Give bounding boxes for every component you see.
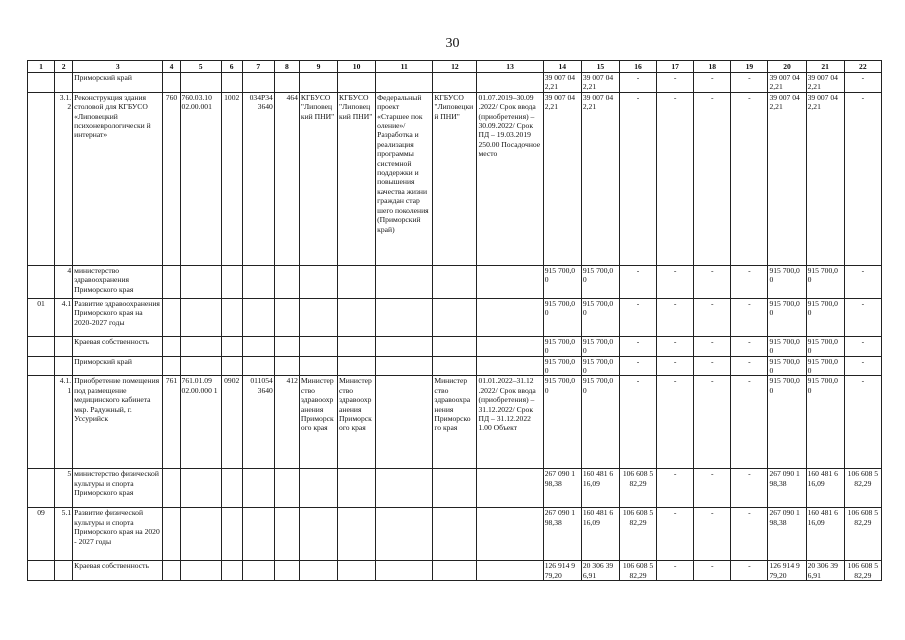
table-cell: 267 090 1 98,38: [543, 508, 581, 561]
column-header: 7: [242, 61, 274, 73]
table-cell: 761: [163, 376, 180, 469]
table-cell: -: [694, 508, 731, 561]
table-cell: -: [844, 92, 881, 265]
table-cell: 915 700,0 0: [543, 336, 581, 356]
table-cell: [221, 469, 242, 508]
table-cell: [163, 356, 180, 376]
table-cell: [299, 508, 337, 561]
table-cell: -: [657, 92, 694, 265]
table-cell: 915 700,0 0: [581, 265, 619, 298]
table-cell: [163, 336, 180, 356]
table-cell: [299, 298, 337, 336]
table-cell: Министер ство здравоохр анения Приморск ого края: [338, 376, 376, 469]
table-cell: -: [844, 73, 881, 93]
table-cell: [433, 356, 477, 376]
table-cell: [433, 265, 477, 298]
table-cell: [433, 469, 477, 508]
table-row: [28, 92, 882, 265]
table-cell: -: [657, 336, 694, 356]
table-cell: Приобретение помещения под размещение медицинского кабинета мкр. Радужный, г. Уссурийск: [73, 376, 163, 469]
table-cell: [477, 336, 543, 356]
table-row: [28, 336, 882, 356]
table-cell: [28, 376, 55, 469]
table-cell: 1002: [221, 92, 242, 265]
page-number: 30: [445, 36, 460, 51]
table-cell: [376, 508, 433, 561]
table-cell: -: [619, 298, 656, 336]
table-cell: [163, 73, 180, 93]
table-cell: КГБУСО "Липовецки й ПНИ": [433, 92, 477, 265]
table-cell: [477, 469, 543, 508]
table-cell: [274, 336, 299, 356]
column-header: 17: [657, 61, 694, 73]
table-cell: Федеральный проект «Старшее пок оление»/ Разработка и реализация программы системной поддержки и повышения качества жизни граждан стар шего поколения (Приморский край): [376, 92, 433, 265]
table-cell: [338, 561, 376, 581]
table-cell: [299, 469, 337, 508]
column-header: 2: [55, 61, 73, 73]
table-cell: [274, 73, 299, 93]
table-cell: [274, 561, 299, 581]
table-cell: 915 700,0 0: [581, 336, 619, 356]
table-cell: 39 007 04 2,21: [768, 92, 806, 265]
budget-table: [27, 60, 882, 581]
table-cell: 39 007 04 2,21: [806, 73, 844, 93]
table-cell: 106 608 5 82,29: [844, 561, 881, 581]
table-cell: [338, 508, 376, 561]
table-cell: 267 090 1 98,38: [768, 469, 806, 508]
table-cell: [28, 561, 55, 581]
table-cell: [477, 561, 543, 581]
table-cell: [221, 561, 242, 581]
table-cell: 5: [55, 469, 73, 508]
column-header: 10: [338, 61, 376, 73]
table-cell: -: [619, 73, 656, 93]
table-cell: 39 007 04 2,21: [806, 92, 844, 265]
table-cell: КГБУСО "Липовец кий ПНИ": [299, 92, 337, 265]
table-cell: [221, 336, 242, 356]
table-cell: 39 007 04 2,21: [581, 73, 619, 93]
table-cell: 915 700,0 0: [806, 356, 844, 376]
table-row: [28, 508, 882, 561]
column-header: 3: [73, 61, 163, 73]
table-cell: 39 007 04 2,21: [543, 92, 581, 265]
table-cell: -: [731, 265, 768, 298]
table-cell: Министер ство здравоохр анения Приморск ого края: [299, 376, 337, 469]
table-cell: Краевая собственность: [73, 336, 163, 356]
table-cell: -: [657, 376, 694, 469]
table-cell: -: [731, 508, 768, 561]
column-header: 15: [581, 61, 619, 73]
table-cell: -: [844, 336, 881, 356]
table-cell: 160 481 6 16,09: [806, 469, 844, 508]
column-header: 6: [221, 61, 242, 73]
table-cell: [338, 73, 376, 93]
table-cell: [163, 508, 180, 561]
table-cell: [477, 298, 543, 336]
table-cell: [299, 336, 337, 356]
table-cell: [180, 508, 221, 561]
table-cell: [55, 561, 73, 581]
table-cell: [274, 508, 299, 561]
table-cell: [477, 508, 543, 561]
table-row: [28, 298, 882, 336]
table-cell: -: [731, 73, 768, 93]
column-header: 21: [806, 61, 844, 73]
table-cell: [376, 336, 433, 356]
table-cell: 01: [28, 298, 55, 336]
table-cell: Реконструкция здания столовой для КГБУСО «Липовецкий психоневрологически й интернат»: [73, 92, 163, 265]
table-cell: -: [657, 298, 694, 336]
table-cell: Развитие физической культуры и спорта Приморского края на 2020 - 2027 годы: [73, 508, 163, 561]
table-cell: -: [619, 336, 656, 356]
table-cell: [180, 265, 221, 298]
table-cell: 4.1: [55, 298, 73, 336]
table-cell: -: [619, 265, 656, 298]
table-cell: 464: [274, 92, 299, 265]
table-cell: [242, 336, 274, 356]
table-cell: [477, 265, 543, 298]
table-cell: -: [844, 265, 881, 298]
table-cell: [338, 265, 376, 298]
table-cell: 20 306 39 6,91: [806, 561, 844, 581]
table-cell: -: [731, 336, 768, 356]
table-cell: 106 608 5 82,29: [619, 469, 656, 508]
table-cell: 267 090 1 98,38: [543, 469, 581, 508]
table-cell: [28, 469, 55, 508]
table-header-row: [28, 61, 882, 73]
table-cell: 011054 3640: [242, 376, 274, 469]
column-header: 1: [28, 61, 55, 73]
table-cell: [299, 356, 337, 376]
table-cell: [55, 356, 73, 376]
table-cell: 106 608 5 82,29: [619, 508, 656, 561]
table-cell: -: [844, 376, 881, 469]
table-cell: 4.1.1: [55, 376, 73, 469]
table-cell: 4: [55, 265, 73, 298]
column-header: 12: [433, 61, 477, 73]
table-cell: [376, 265, 433, 298]
column-header: 16: [619, 61, 656, 73]
table-cell: [163, 298, 180, 336]
table-cell: Краевая собственность: [73, 561, 163, 581]
table-cell: 760: [163, 92, 180, 265]
table-cell: -: [694, 73, 731, 93]
table-cell: Министер ство здравоохра нения Приморско го края: [433, 376, 477, 469]
table-cell: Приморский край: [73, 73, 163, 93]
table-cell: 39 007 04 2,21: [543, 73, 581, 93]
table-cell: [163, 469, 180, 508]
table-cell: 034Р34 3640: [242, 92, 274, 265]
table-cell: 106 608 5 82,29: [619, 561, 656, 581]
table-cell: 915 700,0 0: [806, 298, 844, 336]
table-cell: [180, 298, 221, 336]
table-cell: -: [694, 265, 731, 298]
table-cell: 39 007 04 2,21: [768, 73, 806, 93]
table-cell: [163, 561, 180, 581]
table-cell: [299, 265, 337, 298]
table-cell: 5.1: [55, 508, 73, 561]
table-cell: [433, 336, 477, 356]
table-cell: [299, 561, 337, 581]
table-cell: -: [731, 298, 768, 336]
table-cell: -: [731, 469, 768, 508]
table-row: [28, 265, 882, 298]
table-cell: 267 090 1 98,38: [768, 508, 806, 561]
column-header: 20: [768, 61, 806, 73]
table-cell: [180, 561, 221, 581]
table-cell: 126 914 9 79,20: [768, 561, 806, 581]
table-cell: -: [657, 561, 694, 581]
table-cell: [180, 356, 221, 376]
table-cell: [433, 73, 477, 93]
table-cell: 09: [28, 508, 55, 561]
column-header: 4: [163, 61, 180, 73]
table-cell: [477, 73, 543, 93]
table-cell: -: [657, 356, 694, 376]
table-cell: [338, 298, 376, 336]
table-cell: [433, 561, 477, 581]
table-cell: -: [694, 356, 731, 376]
table-cell: [338, 336, 376, 356]
table-cell: [274, 356, 299, 376]
table-cell: Развитие здравоохранения Приморского края на 2020-2027 годы: [73, 298, 163, 336]
table-cell: [242, 298, 274, 336]
table-row: [28, 356, 882, 376]
table-cell: [376, 73, 433, 93]
table-cell: 915 700,0 0: [581, 298, 619, 336]
table-cell: [376, 469, 433, 508]
table-cell: 915 700,0 0: [543, 298, 581, 336]
table-cell: [28, 92, 55, 265]
table-cell: [433, 508, 477, 561]
table-cell: 106 608 5 82,29: [844, 469, 881, 508]
table-cell: министерство физической культуры и спорта Приморского края: [73, 469, 163, 508]
column-header: 5: [180, 61, 221, 73]
column-header: 19: [731, 61, 768, 73]
table-cell: 160 481 6 16,09: [581, 469, 619, 508]
table-cell: -: [731, 92, 768, 265]
table-cell: -: [731, 561, 768, 581]
table-cell: [55, 336, 73, 356]
table-cell: [221, 508, 242, 561]
table-cell: [376, 356, 433, 376]
table-cell: [221, 73, 242, 93]
table-cell: 915 700,0 0: [768, 265, 806, 298]
table-cell: -: [694, 336, 731, 356]
table-cell: 760.03.10 02.00.001: [180, 92, 221, 265]
table-row: [28, 73, 882, 93]
table-cell: 915 700,0 0: [806, 265, 844, 298]
table-cell: -: [731, 376, 768, 469]
table-cell: [338, 356, 376, 376]
table-cell: [338, 469, 376, 508]
table-cell: -: [657, 508, 694, 561]
table-cell: [242, 356, 274, 376]
table-cell: 01.07.2019–30.09 .2022/ Срок ввода (приобретения) – 30.09.2022/ Срок ПД – 19.03.2019 250.00 Посадочное место: [477, 92, 543, 265]
table-cell: -: [657, 265, 694, 298]
table-cell: [376, 561, 433, 581]
table-cell: [274, 265, 299, 298]
table-cell: -: [657, 73, 694, 93]
table-cell: [28, 265, 55, 298]
table-cell: 160 481 6 16,09: [806, 508, 844, 561]
table-cell: [274, 298, 299, 336]
table-cell: [376, 376, 433, 469]
table-cell: -: [694, 376, 731, 469]
table-cell: 915 700,0 0: [806, 336, 844, 356]
table-cell: [180, 336, 221, 356]
table-cell: [180, 73, 221, 93]
table-row: [28, 376, 882, 469]
column-header: 14: [543, 61, 581, 73]
table-cell: [242, 508, 274, 561]
table-cell: 3.1.2: [55, 92, 73, 265]
column-header: 22: [844, 61, 881, 73]
table-row: [28, 469, 882, 508]
table-cell: -: [619, 92, 656, 265]
table-cell: -: [694, 92, 731, 265]
table-cell: 915 700,0 0: [768, 336, 806, 356]
column-header: 13: [477, 61, 543, 73]
table-cell: [28, 336, 55, 356]
table-cell: -: [844, 298, 881, 336]
table-cell: -: [619, 376, 656, 469]
table-cell: [376, 298, 433, 336]
table-cell: [180, 469, 221, 508]
table-cell: -: [694, 298, 731, 336]
table-cell: 915 700,0 0: [806, 376, 844, 469]
table-cell: 160 481 6 16,09: [581, 508, 619, 561]
table-cell: 915 700,0 0: [768, 356, 806, 376]
table-cell: 0902: [221, 376, 242, 469]
table-cell: -: [657, 469, 694, 508]
column-header: 18: [694, 61, 731, 73]
table-cell: [221, 298, 242, 336]
table-cell: [221, 265, 242, 298]
table-cell: 915 700,0 0: [543, 356, 581, 376]
table-cell: [28, 73, 55, 93]
table-cell: [242, 73, 274, 93]
table-cell: КГБУСО "Липовец кий ПНИ": [338, 92, 376, 265]
table-cell: [28, 356, 55, 376]
table-cell: [163, 265, 180, 298]
table-cell: [433, 298, 477, 336]
table-cell: -: [619, 356, 656, 376]
table-cell: [274, 469, 299, 508]
table-cell: 20 306 39 6,91: [581, 561, 619, 581]
table-cell: 915 700,0 0: [581, 356, 619, 376]
table-cell: 915 700,0 0: [581, 376, 619, 469]
table-cell: [242, 561, 274, 581]
table-cell: 915 700,0 0: [543, 265, 581, 298]
table-cell: 39 007 04 2,21: [581, 92, 619, 265]
table-cell: 412: [274, 376, 299, 469]
table-cell: Приморский край: [73, 356, 163, 376]
table-cell: 915 700,0 0: [768, 298, 806, 336]
column-header: 8: [274, 61, 299, 73]
column-header: 9: [299, 61, 337, 73]
table-cell: 915 700,0 0: [768, 376, 806, 469]
table-cell: [299, 73, 337, 93]
table-cell: [242, 265, 274, 298]
table-row: [28, 561, 882, 581]
table-cell: министерство здравоохранения Приморского края: [73, 265, 163, 298]
table-cell: [55, 73, 73, 93]
table-cell: -: [731, 356, 768, 376]
table-cell: -: [694, 469, 731, 508]
table-cell: 106 608 5 82,29: [844, 508, 881, 561]
table-cell: [477, 356, 543, 376]
column-header: 11: [376, 61, 433, 73]
table-cell: 01.01.2022–31.12 .2022/ Срок ввода (приобретения) – 31.12.2022/ Срок ПД – 31.12.2022 1.00 Объект: [477, 376, 543, 469]
table-cell: [242, 469, 274, 508]
table-cell: 915 700,0 0: [543, 376, 581, 469]
table-cell: -: [694, 561, 731, 581]
table-cell: [221, 356, 242, 376]
table-cell: 761.01.09 02.00.000 1: [180, 376, 221, 469]
table-cell: -: [844, 356, 881, 376]
table-cell: 126 914 9 79,20: [543, 561, 581, 581]
